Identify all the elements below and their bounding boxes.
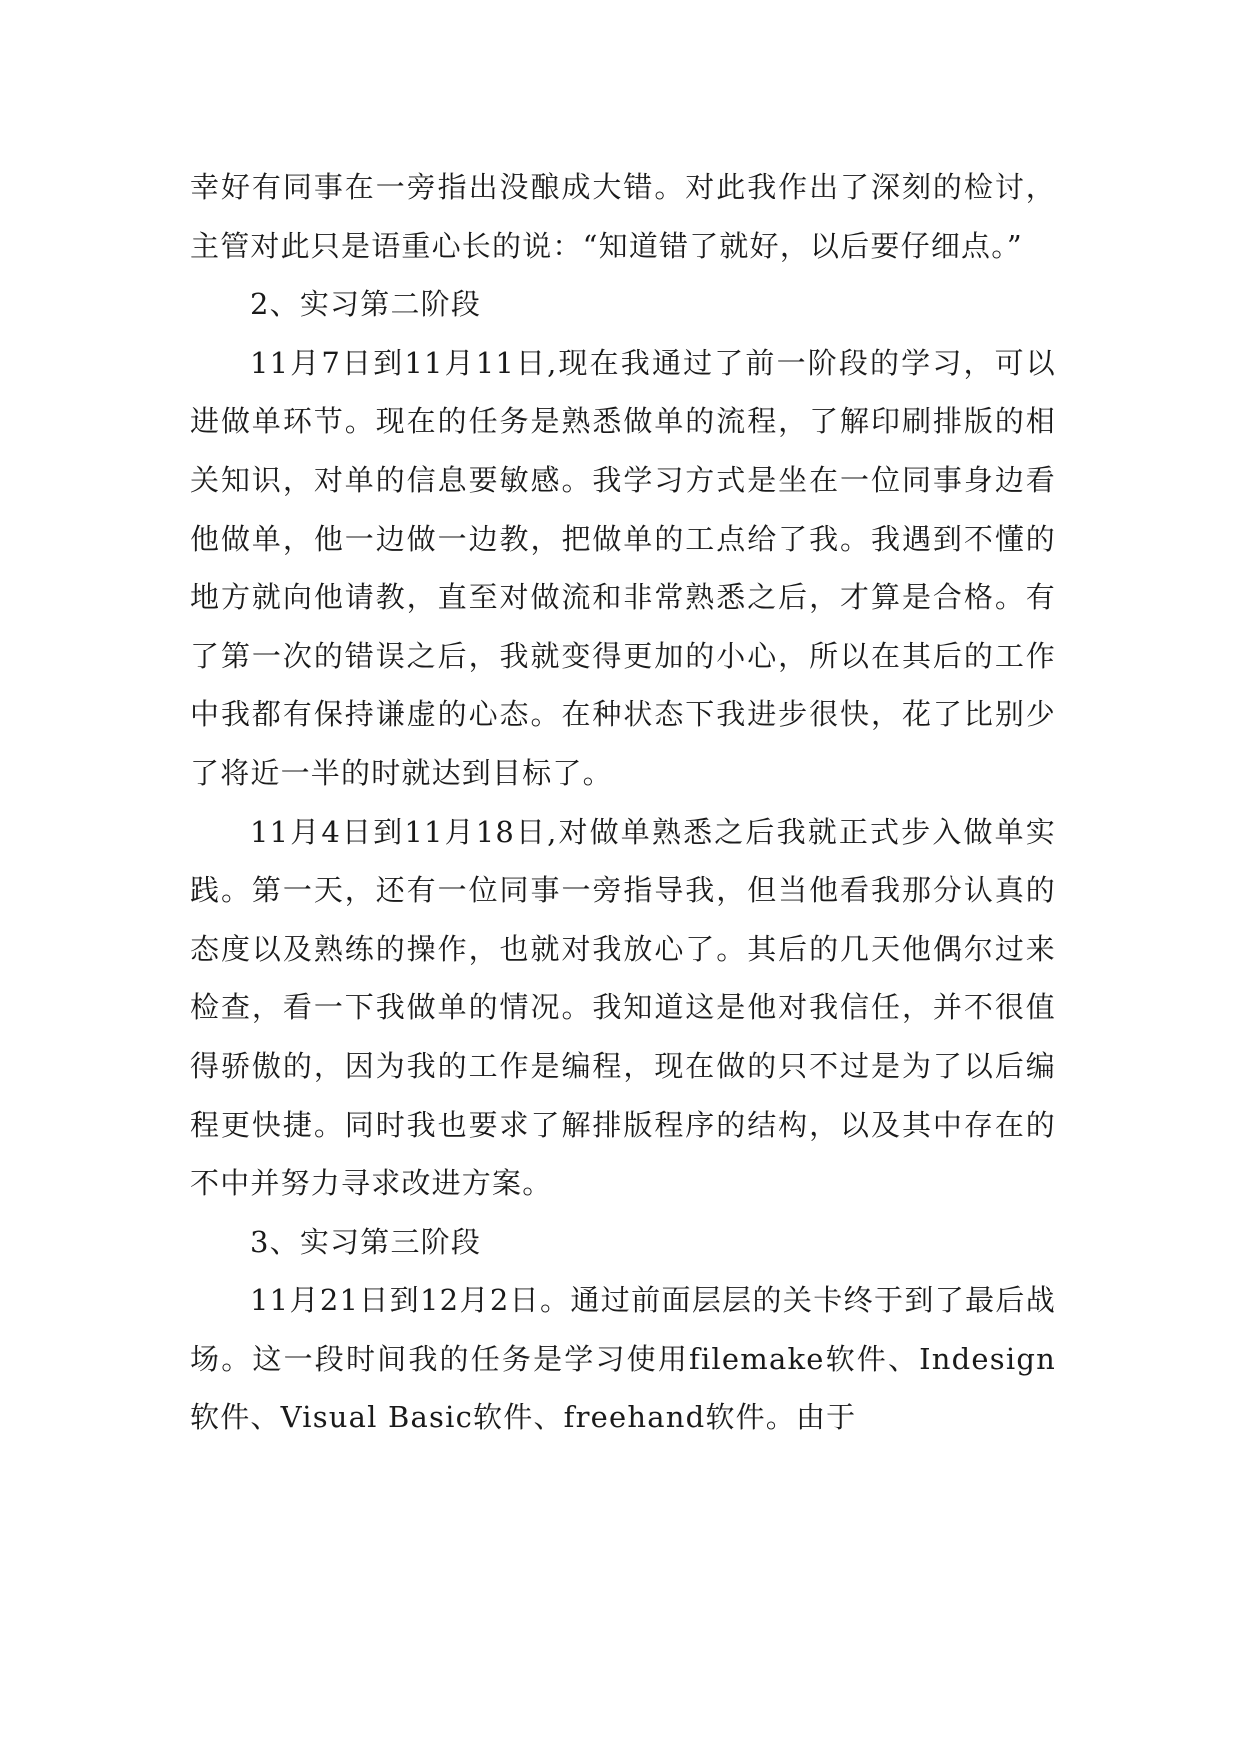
section-heading-stage-3: 3、实习第三阶段 (250, 1224, 482, 1259)
paragraph-stage-2-part-1: 11月7日到11月11日,现在我通过了前一阶段的学习，可以进做单环节。现在的任务是熟悉做单的流程，了解印刷排版的相关知识，对单的信息要敏感。我学习方式是坐在一位同事身边看他做单，他一边做一边教，把做单的工点给了我。我遇到不懂的地方就向他请教，直至对做流和非常熟悉之后，才算是合格。有了第一次的错误之后，我就变得更加的小心，所以在其后的工作中我都有保持谦虚的心态。在种状态下我进步很快，花了比别少了将近一半的时就达到目标了。 (190, 345, 1056, 790)
document-body (190, 158, 1056, 1447)
paragraph-stage-3: 11月21日到12月2日。通过前面层层的关卡终于到了最后战场。这一段时间我的任务是学习使用filemake软件、Indesign软件、Visual Basic软件、freehand软件。由于 (190, 1283, 1056, 1435)
section-heading-stage-2: 2、实习第二阶段 (250, 287, 482, 322)
paragraph-continuation: 幸好有同事在一旁指出没酿成大错。对此我作出了深刻的检讨，主管对此只是语重心长的说：“知道错了就好，以后要仔细点。” (190, 170, 1056, 263)
paragraph-stage-2-part-2: 11月4日到11月18日,对做单熟悉之后我就正式步入做单实践。第一天，还有一位同事一旁指导我，但当他看我那分认真的态度以及熟练的操作，也就对我放心了。其后的几天他偶尔过来检查，看一下我做单的情况。我知道这是他对我信任，并不很值得骄傲的，因为我的工作是编程，现在做的只不过是为了以后编程更快捷。同时我也要求了解排版程序的结构，以及其中存在的不中并努力寻求改进方案。 (190, 814, 1056, 1201)
